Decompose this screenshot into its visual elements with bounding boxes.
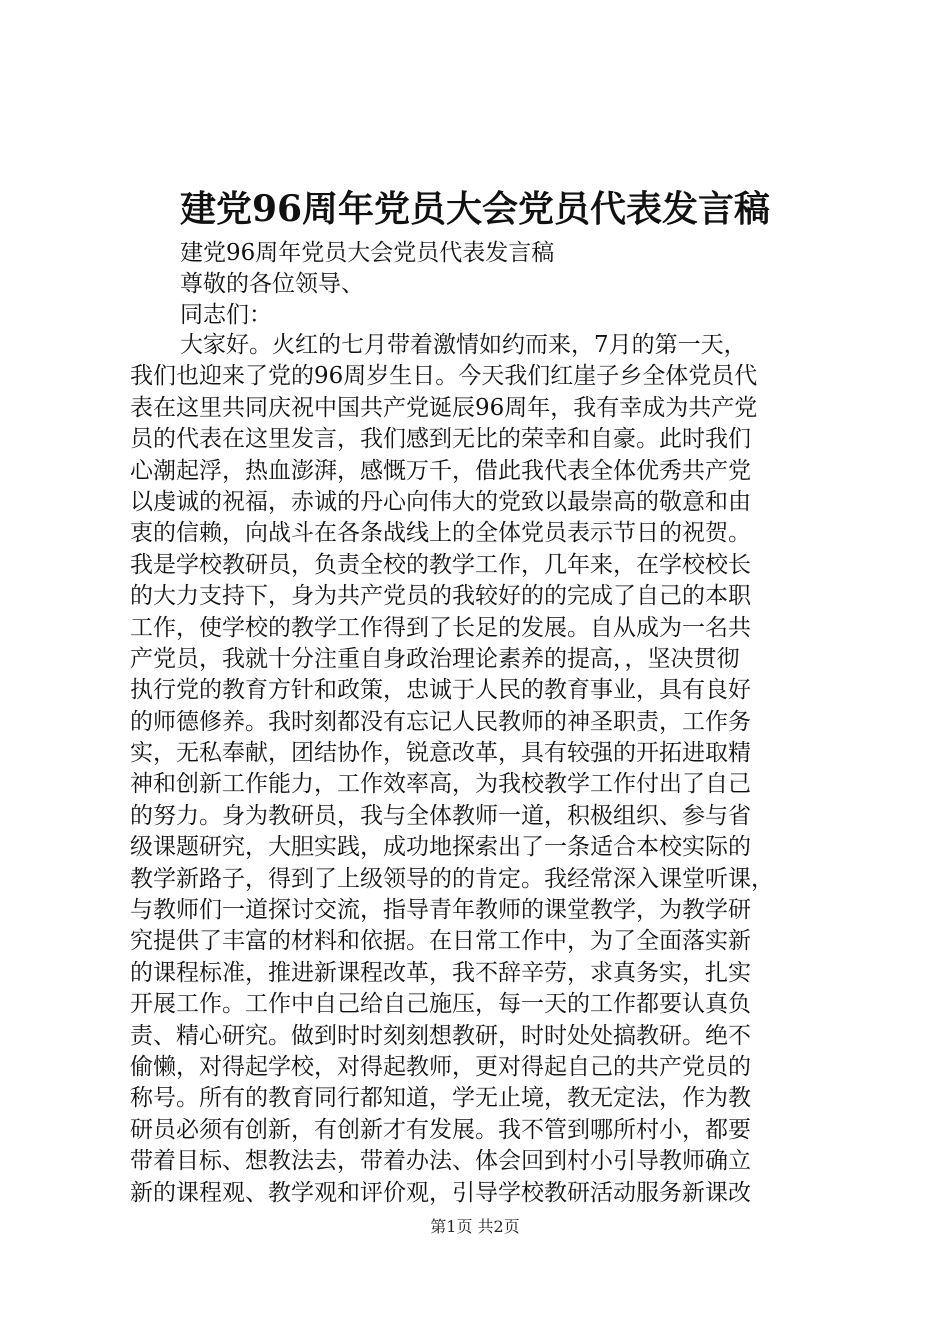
body-line: 研员必须有创新，有创新才有发展。我不管到哪所村小，都要 [130, 1116, 751, 1143]
body-line: 的大力支持下，身为共产党员的我较好的的完成了自己的本职 [130, 583, 751, 610]
body-line: 实，无私奉献，团结协作，锐意改革，具有较强的开拓进取精 [130, 740, 751, 767]
body-line: 衷的信赖，向战斗在各条战线上的全体党员表示节日的祝贺。 [130, 520, 751, 547]
body-line: 员的代表在这里发言，我们感到无比的荣幸和自豪。此时我们 [130, 426, 751, 453]
body-line: 责、精心研究。做到时时刻刻想教研，时时处处搞教研。绝不 [130, 1022, 751, 1049]
body-line: 工作，使学校的教学工作得到了长足的发展。自从成为一名共 [130, 614, 751, 641]
body-line: 表在这里共同庆祝中国共产党诞辰96周年，我有幸成为共产党 [130, 394, 758, 421]
body-line: 开展工作。工作中自己给自己施压，每一天的工作都要认真负 [130, 991, 751, 1018]
body-line: 的师德修养。我时刻都没有忘记人民教师的神圣职责，工作务 [130, 708, 751, 735]
body-line: 与教师们一道探讨交流，指导青年教师的课堂教学，为教学研 [130, 897, 751, 924]
body-line: 究提供了丰富的材料和依据。在日常工作中，为了全面落实新 [130, 928, 751, 955]
body-line: 级课题研究，大胆实践，成功地探索出了一条适合本校实际的 [130, 834, 751, 861]
body-line: 神和创新工作能力，工作效率高，为我校教学工作付出了自己 [130, 771, 751, 798]
body-line: 产党员，我就十分注重自身政治理论素养的提高，，坚决贯彻 [130, 645, 740, 672]
body-line: 以虔诚的祝福，赤诚的丹心向伟大的党致以最崇高的敬意和由 [130, 488, 751, 515]
body-line: 的努力。身为教研员，我与全体教师一道，积极组织、参与省 [130, 802, 751, 829]
body-line: 心潮起浮，热血澎湃，感慨万千，借此我代表全体优秀共产党 [130, 457, 751, 484]
body-line: 偷懒，对得起学校，对得起教师，更对得起自己的共产党员的 [130, 1053, 751, 1080]
body-line: 带着目标、想教法去，带着办法、体会回到村小引导教师确立 [130, 1148, 751, 1175]
body-line: 我是学校教研员，负责全校的教学工作，几年来，在学校校长 [130, 551, 751, 578]
body-line: 新的课程观、教学观和评价观，引导学校教研活动服务新课改 [130, 1179, 751, 1206]
salutation-comrades: 同志们： [180, 302, 272, 328]
document-subtitle: 建党96周年党员大会党员代表发言稿 [180, 240, 555, 266]
body-line: 我们也迎来了党的96周岁生日。今天我们红崖子乡全体党员代 [130, 363, 758, 390]
body-line: 教学新路子，得到了上级领导的的肯定。我经常深入课堂听课， [130, 865, 774, 892]
document-title: 建党96周年党员大会党员代表发言稿 [179, 188, 771, 230]
page-number-footer: 第1页 共2页 [430, 1217, 520, 1236]
body-line: 称号。所有的教育同行都知道，学无止境，教无定法，作为教 [130, 1085, 751, 1112]
body-line: 执行党的教育方针和政策，忠诚于人民的教育事业，具有良好 [130, 677, 751, 704]
body-paragraph [130, 330, 830, 1209]
salutation-leaders: 尊敬的各位领导、 [180, 271, 364, 297]
body-line: 大家好。火红的七月带着激情如约而来，7月的第一天， [180, 332, 747, 358]
body-line: 的课程标准，推进新课程改革，我不辞辛劳，求真务实，扎实 [130, 959, 751, 986]
